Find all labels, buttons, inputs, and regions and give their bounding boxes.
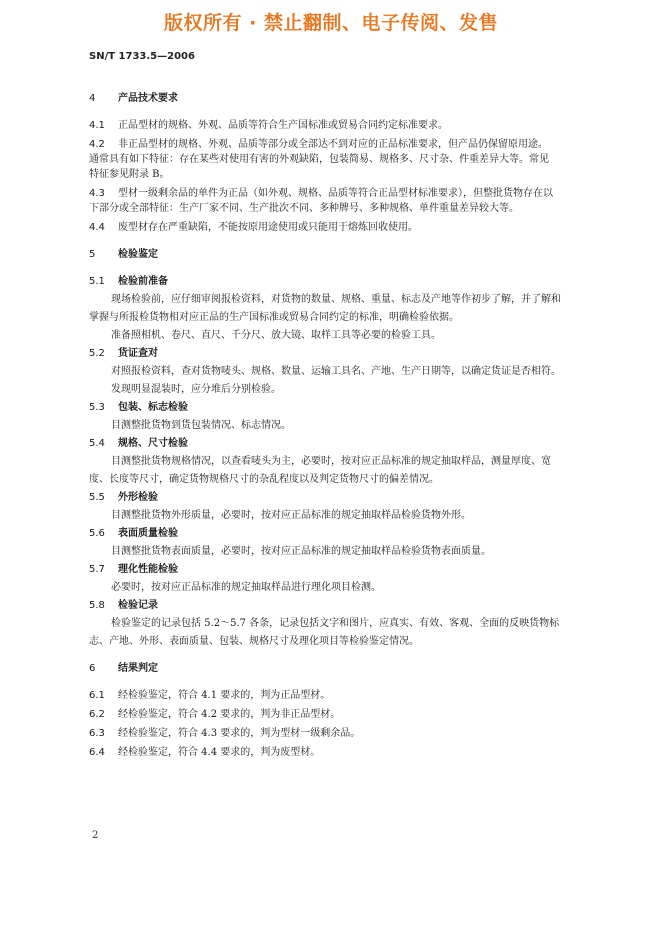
subsection-heading xyxy=(89,491,601,504)
paragraph-line: 志、产地、外形、表面质量、包装、规格尺寸及理化项目等检验鉴定情况。 xyxy=(89,636,419,647)
clause-number: 6.3 xyxy=(89,728,105,739)
clause-line xyxy=(89,187,601,200)
subsection-heading xyxy=(89,347,601,360)
clause-number: 6.4 xyxy=(89,747,105,758)
subsection-title: 包装、标志检验 xyxy=(118,402,188,413)
result-clause xyxy=(89,708,601,721)
clause-number: 4.3 xyxy=(89,188,105,199)
section-heading xyxy=(89,92,601,105)
subsection-heading xyxy=(89,401,601,414)
subsection-number: 5.4 xyxy=(89,438,105,449)
standard-code: SN/T 1733.5—2006 xyxy=(89,51,195,62)
section-number: 4 xyxy=(89,93,96,104)
paragraph-line: 检验鉴定的记录包括 5.2～5.7 各条，记录包括文字和图片，应真实、有效、客观、全面的反映货物标 xyxy=(111,618,560,629)
subsection-number: 5.1 xyxy=(89,276,105,287)
subsection-number: 5.8 xyxy=(89,600,105,611)
paragraph-line: 目测整批货物表面质量，必要时，按对应正品标准的规定抽取样品检验货物表面质量。 xyxy=(111,546,491,557)
page-number: 2 xyxy=(92,830,99,841)
section-title: 产品技术要求 xyxy=(118,93,178,104)
paragraph-line: 掌握与所报检货物相对应正品的生产国标准或贸易合同约定的标准，明确检验依据。 xyxy=(89,312,459,323)
clause-number: 4.4 xyxy=(89,222,105,233)
clause-number: 6.1 xyxy=(89,690,105,701)
clause-text: 废型材存在严重缺陷，不能按原用途使用或只能用于熔炼回收使用。 xyxy=(118,222,418,233)
section-heading xyxy=(89,248,601,261)
subsection-title: 外形检验 xyxy=(118,492,158,503)
section-heading xyxy=(89,662,601,675)
subsection-heading xyxy=(89,437,601,450)
clause-text: 经检验鉴定，符合 4.2 要求的，判为非正品型材。 xyxy=(118,709,341,720)
subsection-title: 检验记录 xyxy=(118,600,158,611)
result-clause xyxy=(89,727,601,740)
result-clause xyxy=(89,689,601,702)
subsection-number: 5.3 xyxy=(89,402,105,413)
subsection-number: 5.6 xyxy=(89,528,105,539)
clause-line: 下部分或全部特征：生产厂家不同、生产批次不同、多种牌号、多种规格、单件重量差异较大等。 xyxy=(89,203,519,214)
section-number: 5 xyxy=(89,249,96,260)
section-title: 结果判定 xyxy=(118,663,158,674)
clause-line: 特征参见附录 B。 xyxy=(89,169,170,180)
subsection-heading xyxy=(89,275,601,288)
clause-line xyxy=(89,119,601,132)
subsection-title: 表面质量检验 xyxy=(118,528,178,539)
paragraph-line: 目测整批货物规格情况，以查看唛头为主，必要时，按对应正品标准的规定抽取样品，测量厚度、宽 xyxy=(111,456,551,467)
section-title: 检验鉴定 xyxy=(118,249,158,260)
clause-text: 经检验鉴定，符合 4.3 要求的，判为型材一级剩余品。 xyxy=(118,728,361,739)
document-body xyxy=(89,92,601,759)
paragraph-line: 必要时，按对应正品标准的规定抽取样品进行理化项目检测。 xyxy=(111,582,381,593)
paragraph-line: 准备照相机、卷尺、直尺、千分尺、放大镜、取样工具等必要的检验工具。 xyxy=(111,330,441,341)
copyright-watermark: 版权所有 · 禁止翻制、电子传阅、发售 xyxy=(164,12,498,34)
clause-number: 6.2 xyxy=(89,709,105,720)
subsection-heading xyxy=(89,599,601,612)
clause-number: 4.1 xyxy=(89,120,105,131)
section-number: 6 xyxy=(89,663,96,674)
subsection-heading xyxy=(89,527,601,540)
clause-text: 正品型材的规格、外观、品质等符合生产国标准或贸易合同约定标准要求。 xyxy=(118,120,448,131)
subsection-heading xyxy=(89,563,601,576)
paragraph-line: 目测整批货物外形质量，必要时，按对应正品标准的规定抽取样品检验货物外形。 xyxy=(111,510,471,521)
clause-line xyxy=(89,138,601,151)
subsection-number: 5.7 xyxy=(89,564,105,575)
paragraph-line: 发现明显混装时，应分堆后分别检验。 xyxy=(111,384,281,395)
paragraph-line: 目测整批货物到货包装情况、标志情况。 xyxy=(111,420,291,431)
result-clause xyxy=(89,746,601,759)
subsection-title: 规格、尺寸检验 xyxy=(118,438,188,449)
subsection-title: 检验前准备 xyxy=(118,276,168,287)
inspection-subsections xyxy=(89,275,601,648)
clause-text: 经检验鉴定，符合 4.4 要求的，判为废型材。 xyxy=(118,747,321,758)
clause-line xyxy=(89,221,601,234)
result-items xyxy=(89,689,601,759)
subsection-title: 理化性能检验 xyxy=(118,564,178,575)
paragraph-line: 现场检验前，应仔细审阅报检资料，对货物的数量、规格、重量、标志及产地等作初步了解，并了解和 xyxy=(111,294,561,305)
clause-text: 非正品型材的规格、外观、品质等部分或全部达不到对应的正品标准要求，但产品仍保留原用途。 xyxy=(118,139,548,150)
clause-number: 4.2 xyxy=(89,139,105,150)
subsection-number: 5.2 xyxy=(89,348,105,359)
clause-text: 型材一级剩余品的单件为正品（如外观、规格、品质等符合正品型材标准要求），但整批货物存在以 xyxy=(118,188,553,199)
paragraph-line: 对照报检资料，查对货物唛头、规格、数量、运输工具名、产地、生产日期等，以确定货证是否相符。 xyxy=(111,366,561,377)
subsection-title: 货证查对 xyxy=(118,348,158,359)
subsection-number: 5.5 xyxy=(89,492,105,503)
paragraph-line: 度、长度等尺寸，确定货物规格尺寸的杂乱程度以及判定货物尺寸的偏差情况。 xyxy=(89,474,439,485)
clause-text: 经检验鉴定，符合 4.1 要求的，判为正品型材。 xyxy=(118,690,331,701)
clause-line: 通常具有如下特征：存在某些对使用有害的外观缺陷，包装简易、规格多、尺寸杂、件重差异大等。常见 xyxy=(89,154,549,165)
